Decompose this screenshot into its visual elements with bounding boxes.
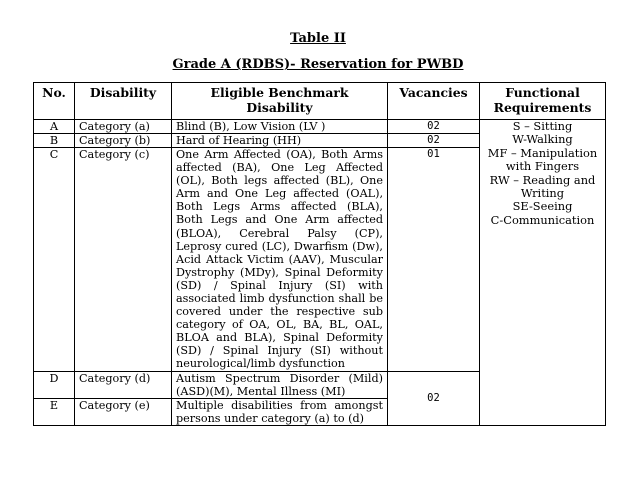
reservation-table: [33, 82, 606, 426]
func-req-item: RW – Reading and Writing: [489, 172, 596, 201]
table-subtitle: Grade A (RDBS)- Reservation for PWBD: [172, 57, 464, 72]
row-eligible: Autism Spectrum Disorder (Mild) (ASD)(M), Mental Illness (MI): [172, 371, 388, 398]
row-vacancies: 02: [388, 119, 480, 133]
row-vacancies: 02: [388, 133, 480, 147]
func-req-item: MF – Manipulation with Fingers: [487, 145, 598, 174]
row-no: B: [34, 133, 75, 147]
header-vacancies: Vacancies: [388, 83, 480, 120]
row-eligible: Blind (B), Low Vision (LV ): [172, 119, 388, 133]
header-eligible: Eligible Benchmark Disability: [172, 83, 388, 120]
row-disability: Category (e): [75, 398, 172, 425]
row-disability: Category (b): [75, 133, 172, 147]
row-eligible: Hard of Hearing (HH): [172, 133, 388, 147]
row-vacancies: 01: [388, 147, 480, 371]
header-no: No.: [34, 83, 75, 120]
row-disability: Category (c): [75, 147, 172, 371]
row-no: C: [34, 147, 75, 371]
func-req-item: SE-Seeing: [512, 199, 573, 214]
row-disability: Category (d): [75, 371, 172, 398]
header-functional: Functional Requirements: [480, 83, 606, 120]
header-disability: Disability: [75, 83, 172, 120]
row-eligible: Multiple disabilities from amongst persons under category (a) to (d): [172, 398, 388, 425]
row-eligible: One Arm Affected (OA), Both Arms affected (BA), One Leg Affected (OL), Both legs affected (BL), One Arm and One Leg affected (OAL), Both Legs Arms affected (BLA), Both Legs and One Arm affected (BLOA), Cerebral Palsy (CP), Leprosy cured (LC), Dwarfism (Dw), Acid Attack Victim (AAV), Muscular Dystrophy (MDy), Spinal Deformity (SD) / Spinal Injury (SI) with associated limb dysfunction shall be covered under the respective sub category of OA, OL, BA, BL, OAL, BLOA and BLA), Spinal Deformity (SD) / Spinal Injury (SI) without neurological/limb dysfunction: [172, 147, 388, 371]
func-req-item: W-Walking: [512, 132, 573, 147]
func-req-item: S – Sitting: [512, 118, 573, 133]
row-no: E: [34, 398, 75, 425]
func-req-item: C-Communication: [490, 212, 595, 227]
table-row: [34, 119, 606, 133]
table-title: Table II: [290, 31, 346, 46]
functional-requirements-cell: [480, 119, 606, 425]
table-header-row: [34, 83, 606, 120]
row-no: D: [34, 371, 75, 398]
row-disability: Category (a): [75, 119, 172, 133]
row-vacancies: 02: [388, 371, 480, 425]
row-no: A: [34, 119, 75, 133]
